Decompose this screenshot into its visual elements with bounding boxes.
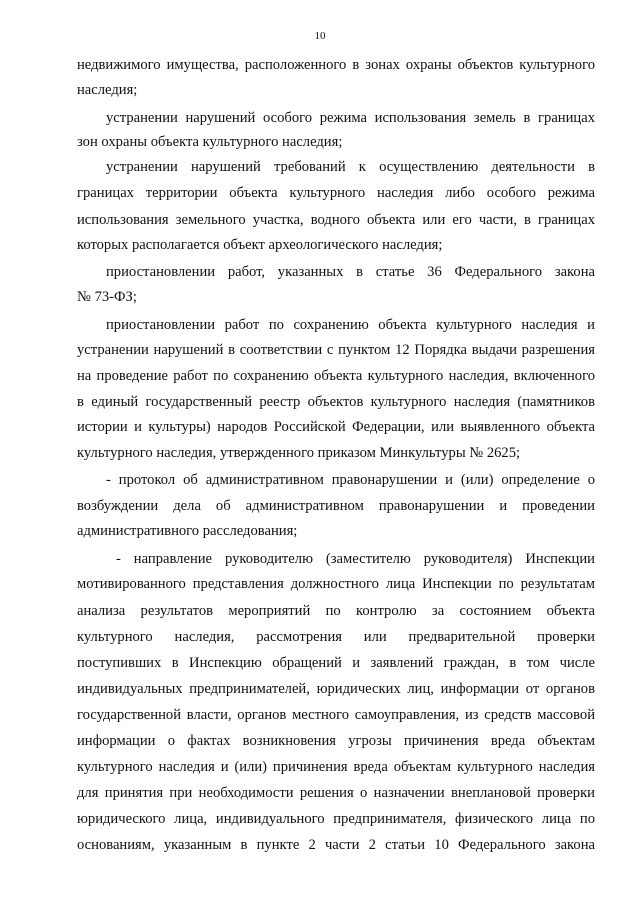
text-line: поступивших в Инспекцию обращений и заявлений граждан, в том числе (77, 655, 595, 671)
text-line: культурного наследия, рассмотрения или предварительной проверки (77, 629, 595, 645)
text-line: возбуждении дела об административном правонарушении и проведении (77, 498, 595, 514)
text-line: использования земельного участка, водного объекта или его части, в границах (77, 212, 595, 228)
text-line: № 73-ФЗ; (77, 289, 137, 305)
text-line: государственной власти, органов местного самоуправления, из средств массовой (77, 707, 595, 723)
text-line: истории и культуры) народов Российской Федерации, или выявленного объекта (77, 419, 595, 435)
text-line: информации о фактах возникновения угрозы причинения вреда объектам (77, 733, 595, 749)
text-line: административного расследования; (77, 523, 298, 539)
text-line: недвижимого имущества, расположенного в зонах охраны объектов культурного (77, 57, 595, 73)
text-line: устранении нарушений требований к осуществлению деятельности в (106, 159, 595, 175)
text-line: которых располагается объект археологического наследия; (77, 237, 443, 253)
text-line: мотивированного представления должностного лица Инспекции по результатам (77, 576, 595, 592)
text-line: устранении нарушений особого режима использования земель в границах (106, 110, 595, 126)
text-line: приостановлении работ по сохранению объекта культурного наследия и (106, 317, 595, 333)
text-line: анализа результатов мероприятий по контролю за состоянием объекта (77, 603, 595, 619)
text-line: основаниям, указанным в пункте 2 части 2 статьи 10 Федерального закона (77, 837, 595, 853)
text-line: устранении нарушений в соответствии с пунктом 12 Порядка выдачи разрешения (77, 342, 595, 358)
text-line: приостановлении работ, указанных в статье 36 Федерального закона (106, 264, 595, 280)
text-line: культурного наследия, утвержденного приказом Минкультуры № 2625; (77, 445, 521, 461)
text-line: культурного наследия и (или) причинения вреда объектам культурного наследия (77, 759, 595, 775)
page-number: 10 (314, 30, 326, 42)
text-line: границах территории объекта культурного наследия либо особого режима (77, 185, 595, 201)
text-line: - направление руководителю (заместителю руководителя) Инспекции (116, 551, 595, 567)
text-line: на проведение работ по сохранению объекта культурного наследия, включенного (77, 368, 595, 384)
text-line: - протокол об административном правонарушении и (или) определение о (106, 472, 595, 488)
text-line: юридического лица, индивидуального предпринимателя, физического лица по (77, 811, 595, 827)
text-line: наследия; (77, 82, 138, 98)
text-line: индивидуальных предпринимателей, юридических лиц, информации от органов (77, 681, 595, 697)
text-line: для принятия при необходимости решения о назначении внеплановой проверки (77, 785, 595, 801)
text-line: в единый государственный реестр объектов культурного наследия (памятников (77, 394, 595, 410)
text-line: зон охраны объекта культурного наследия; (77, 134, 343, 150)
